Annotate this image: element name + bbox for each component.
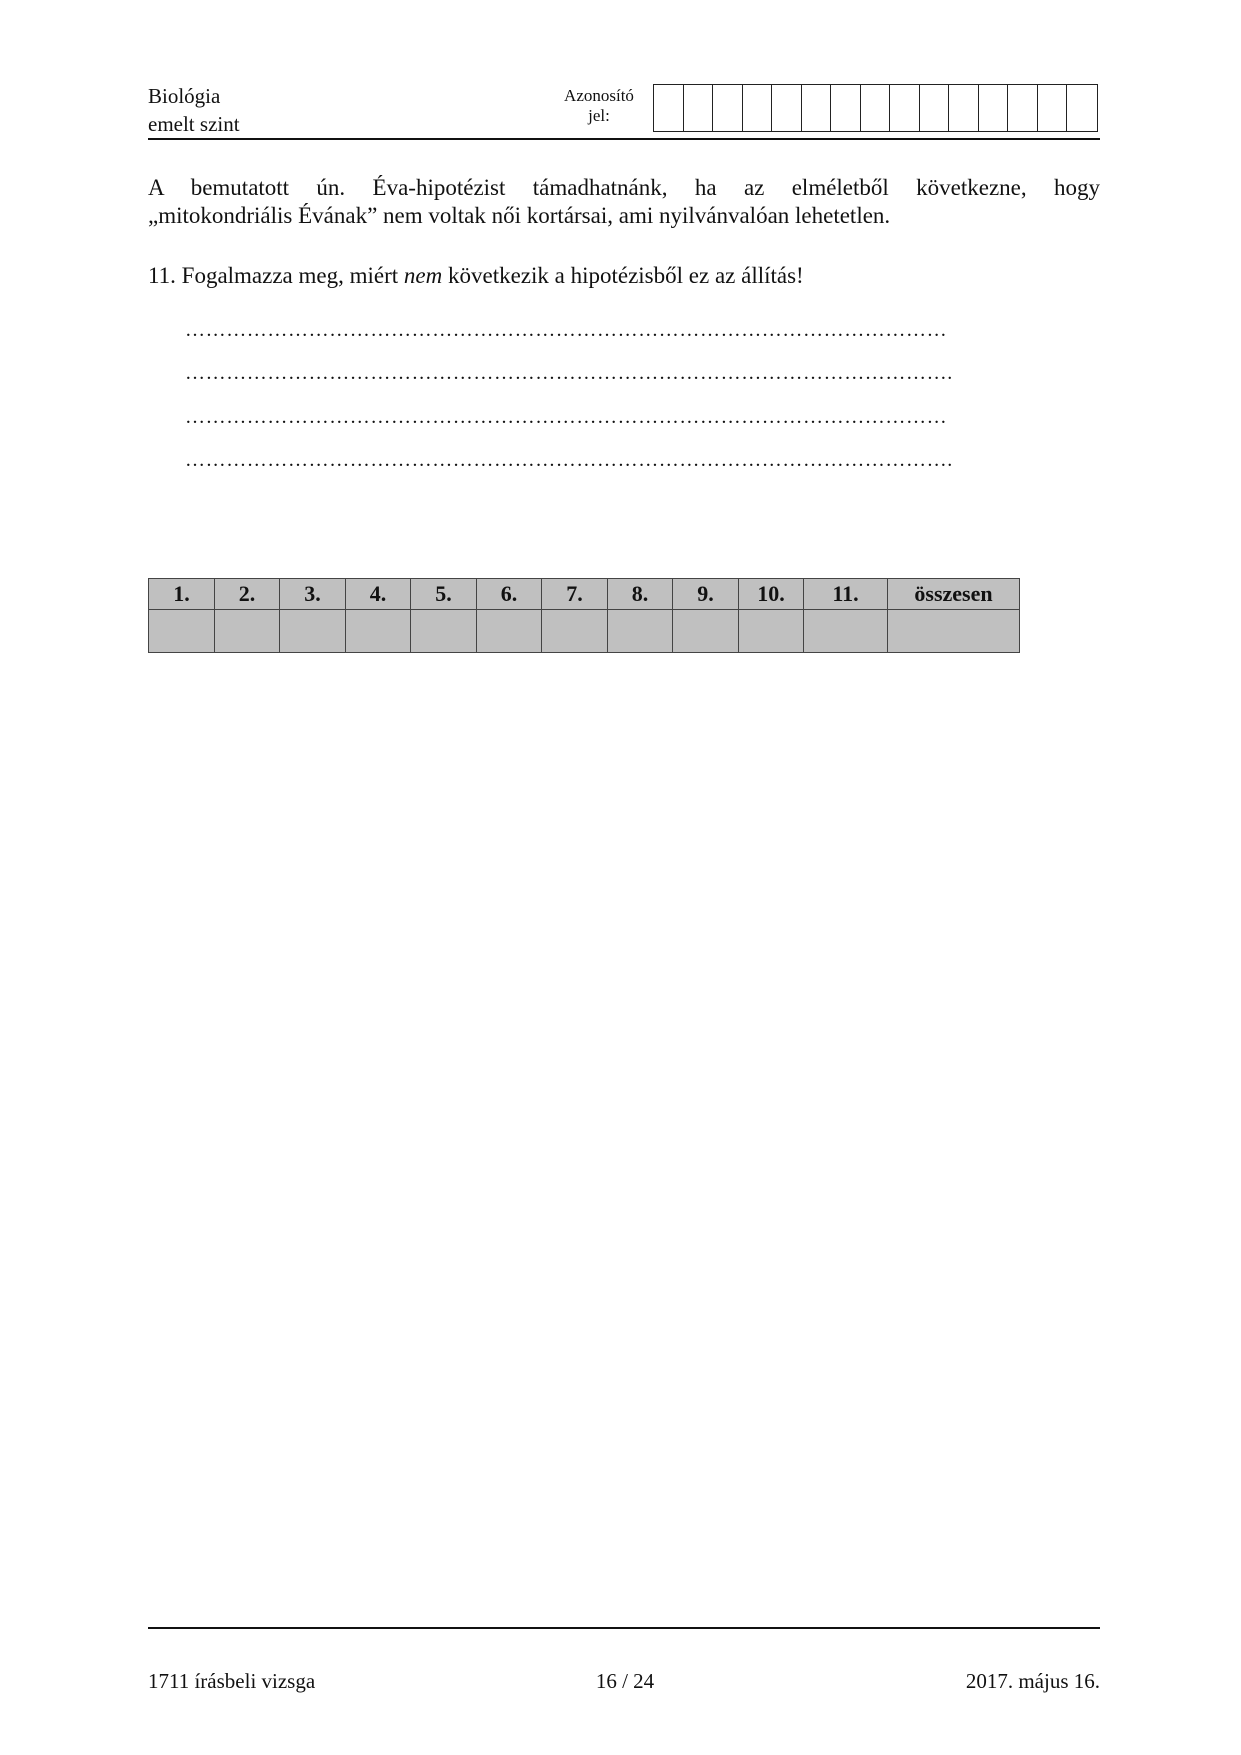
- footer-divider: [148, 1627, 1100, 1629]
- question-prefix: 11. Fogalmazza meg, miért: [148, 263, 404, 288]
- footer-page-number: 16 / 24: [595, 1669, 655, 1693]
- answer-line[interactable]: ………………………………………………………………………………………………….: [185, 362, 953, 384]
- id-code-box[interactable]: [654, 85, 684, 131]
- score-header-cell: 11.: [804, 579, 888, 610]
- id-code-box[interactable]: [743, 85, 773, 131]
- score-header-total: összesen: [888, 579, 1020, 610]
- score-cell[interactable]: [346, 610, 411, 653]
- score-header-cell: 3.: [280, 579, 346, 610]
- score-cell[interactable]: [477, 610, 542, 653]
- paragraph-line-2: „mitokondriális Évának” nem voltak női kortársai, ami nyilvánvalóan lehetetlen.: [148, 203, 891, 228]
- id-code-box[interactable]: [949, 85, 979, 131]
- score-table: [148, 578, 1020, 653]
- id-code-box[interactable]: [1067, 85, 1097, 131]
- id-code-box[interactable]: [1008, 85, 1038, 131]
- score-cell[interactable]: [542, 610, 608, 653]
- id-label-line2: jel:: [588, 106, 610, 125]
- score-header-cell: 9.: [673, 579, 739, 610]
- id-code-box[interactable]: [772, 85, 802, 131]
- score-cell[interactable]: [739, 610, 804, 653]
- id-code-box[interactable]: [684, 85, 714, 131]
- score-cell[interactable]: [280, 610, 346, 653]
- answer-line[interactable]: ………………………………………………………………………………………………….: [185, 449, 953, 471]
- score-header-cell: 5.: [411, 579, 477, 610]
- answer-line[interactable]: …………………………………………………………………………………………………: [185, 406, 948, 428]
- subject-title: Biológia: [148, 84, 221, 108]
- question-suffix: következik a hipotézisből ez az állítás!: [442, 263, 804, 288]
- header-divider: [148, 138, 1100, 140]
- footer-exam-code: 1711 írásbeli vizsga: [148, 1669, 316, 1693]
- score-cell[interactable]: [673, 610, 739, 653]
- paragraph-line-1: A bemutatott ún. Éva-hipotézist támadhatnánk, ha az elméletből következne, hogy: [148, 175, 1100, 200]
- subject-level: emelt szint: [148, 112, 240, 136]
- score-cell[interactable]: [215, 610, 280, 653]
- id-code-box[interactable]: [831, 85, 861, 131]
- footer-date: 2017. május 16.: [965, 1669, 1100, 1693]
- id-code-box[interactable]: [802, 85, 832, 131]
- score-header-cell: 4.: [346, 579, 411, 610]
- score-header-row: [149, 579, 1020, 610]
- id-code-boxes[interactable]: [653, 84, 1098, 132]
- score-header-cell: 1.: [149, 579, 215, 610]
- score-header-cell: 7.: [542, 579, 608, 610]
- id-code-box[interactable]: [713, 85, 743, 131]
- id-label-line1: Azonosító: [564, 86, 634, 105]
- score-cell[interactable]: [149, 610, 215, 653]
- question-emphasis: nem: [403, 263, 443, 288]
- score-header-cell: 2.: [215, 579, 280, 610]
- score-cell[interactable]: [411, 610, 477, 653]
- score-header-cell: 6.: [477, 579, 542, 610]
- score-value-row: [149, 610, 1020, 653]
- header-subject: [148, 82, 240, 138]
- id-code-box[interactable]: [1038, 85, 1068, 131]
- id-label: [556, 86, 642, 126]
- id-code-box[interactable]: [979, 85, 1009, 131]
- score-cell[interactable]: [804, 610, 888, 653]
- score-cell[interactable]: [608, 610, 673, 653]
- question-11: [148, 262, 804, 290]
- answer-line[interactable]: …………………………………………………………………………………………………: [185, 319, 948, 341]
- id-code-box[interactable]: [920, 85, 950, 131]
- score-header-cell: 8.: [608, 579, 673, 610]
- intro-paragraph: [148, 174, 1100, 230]
- id-code-box[interactable]: [890, 85, 920, 131]
- score-total-cell[interactable]: [888, 610, 1020, 653]
- id-code-box[interactable]: [861, 85, 891, 131]
- score-header-cell: 10.: [739, 579, 804, 610]
